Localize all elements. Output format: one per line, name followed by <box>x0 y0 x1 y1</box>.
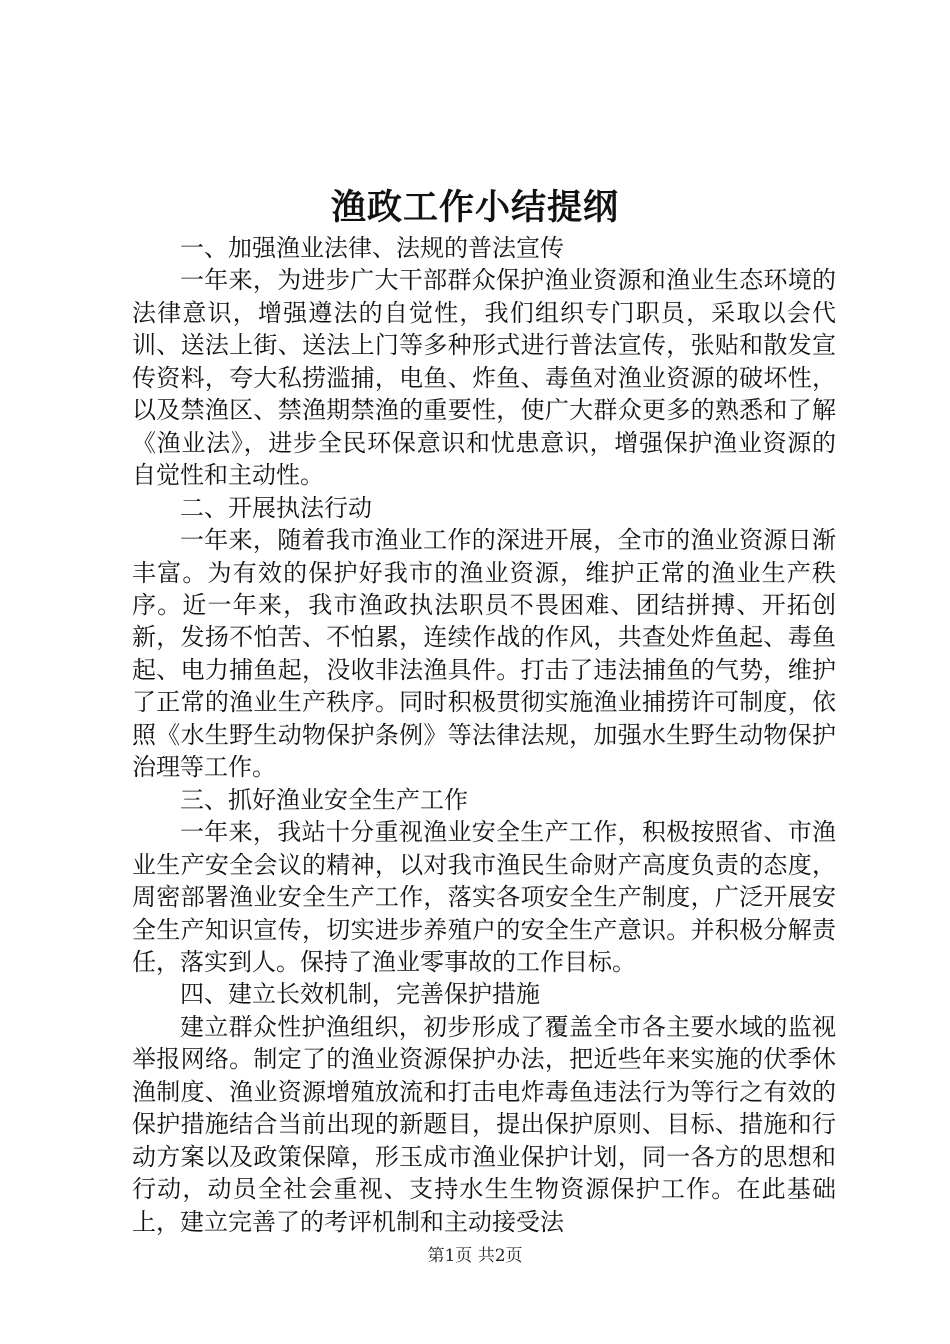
document-body <box>132 232 836 1238</box>
section-heading-2: 二、开展执法行动 <box>180 493 372 522</box>
document-title: 渔政工作小结提纲 <box>330 187 619 228</box>
section-heading-3: 三、抓好渔业安全生产工作 <box>180 785 468 814</box>
section-paragraph-4: 建立群众性护渔组织，初步形成了覆盖全市各主要水域的监视举报网络。制定了的渔业资源保护办法，把近些年来实施的伏季休渔制度、渔业资源增殖放流和打击电炸毒鱼违法行为等行之有效的保护措施结合当前出现的新题目，提出保护原则、目标、措施和行动方案以及政策保障，形玉成市渔业保护计划，同一各方的思想和行动，动员全社会重视、支持水生生物资源保护工作。在此基础上，建立完善了的考评机制和主动接受法 <box>132 1012 836 1236</box>
page-number-footer: 第1页 共2页 <box>427 1246 523 1266</box>
section-paragraph-2: 一年来，随着我市渔业工作的深进开展，全市的渔业资源日渐丰富。为有效的保护好我市的渔业资源，维护正常的渔业生产秩序。近一年来，我市渔政执法职员不畏困难、团结拼搏、开拓创新，发扬不怕苦、不怕累，连续作战的作风，共查处炸鱼起、毒鱼起、电力捕鱼起，没收非法渔具件。打击了违法捕鱼的气势，维护了正常的渔业生产秩序。同时积极贯彻实施渔业捕捞许可制度，依照《水生野生动物保护条例》等法律法规，加强水生野生动物保护治理等工作。 <box>132 526 836 782</box>
section-paragraph-3: 一年来，我站十分重视渔业安全生产工作，积极按照省、市渔业生产安全会议的精神，以对我市渔民生命财产高度负责的态度，周密部署渔业安全生产工作，落实各项安全生产制度，广泛开展安全生产知识宣传，切实进步养殖户的安全生产意识。并积极分解责任，落实到人。保持了渔业零事故的工作目标。 <box>132 818 836 976</box>
section-heading-4: 四、建立长效机制，完善保护措施 <box>180 980 540 1009</box>
section-paragraph-1: 一年来，为进步广大干部群众保护渔业资源和渔业生态环境的法律意识，增强遵法的自觉性，我们组织专门职员，采取以会代训、送法上街、送法上门等多种形式进行普法宣传，张贴和散发宣传资料，夸大私捞滥捕，电鱼、炸鱼、毒鱼对渔业资源的破坏性，以及禁渔区、禁渔期禁渔的重要性，使广大群众更多的熟悉和了解《渔业法》，进步全民环保意识和忧患意识，增强保护渔业资源的自觉性和主动性。 <box>132 266 836 490</box>
section-heading-1: 一、加强渔业法律、法规的普法宣传 <box>180 234 564 262</box>
